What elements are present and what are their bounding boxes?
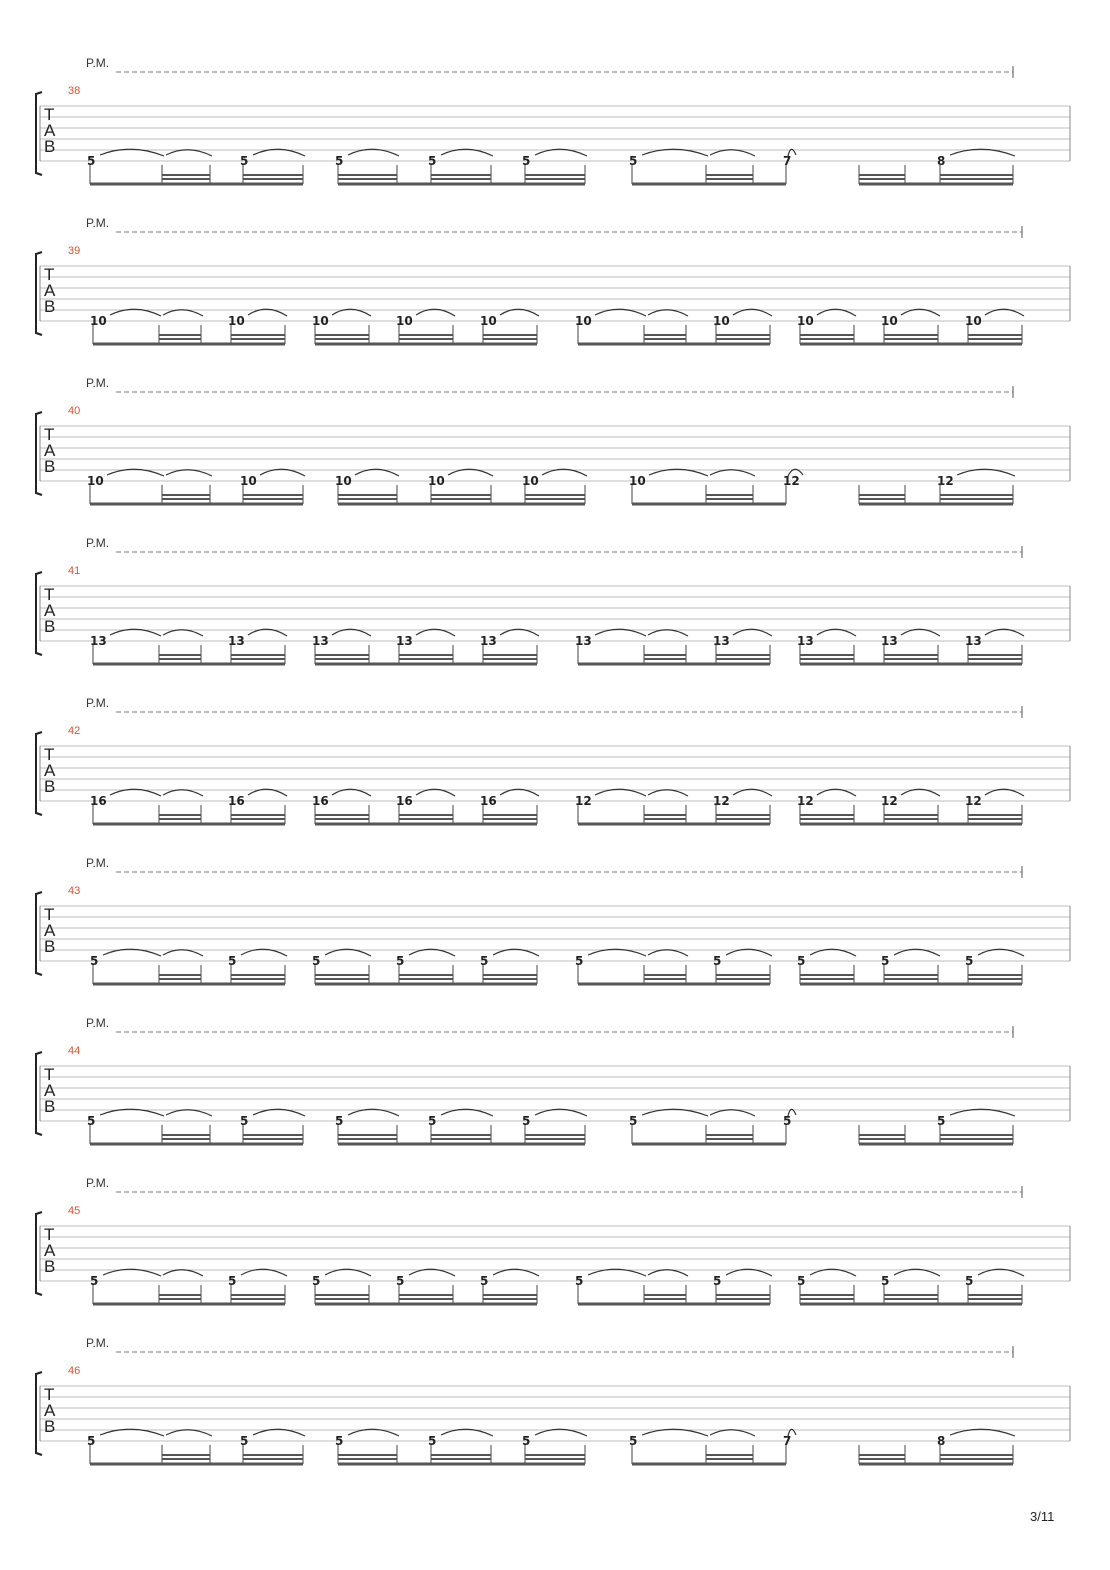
tab-clef-letter: T xyxy=(44,105,55,124)
system-bracket xyxy=(36,892,42,975)
fret-number: 5 xyxy=(629,1434,638,1448)
tie-arc xyxy=(648,950,688,956)
fret-number: 10 xyxy=(90,314,107,328)
measure-number: 44 xyxy=(68,1045,81,1057)
tie-arc xyxy=(710,470,755,476)
fret-number: 5 xyxy=(312,954,321,968)
tab-system-43 xyxy=(36,856,1070,984)
tie-arc xyxy=(648,790,688,796)
fret-number: 16 xyxy=(312,794,329,808)
tab-clef-letter: A xyxy=(44,441,56,460)
fret-number: 5 xyxy=(396,1274,405,1288)
measure-number: 45 xyxy=(68,1205,81,1217)
fret-number: 16 xyxy=(480,794,497,808)
tie-arc xyxy=(710,1110,755,1116)
fret-number: 5 xyxy=(881,1274,890,1288)
tab-clef-letter: B xyxy=(44,137,56,156)
fret-number: 5 xyxy=(428,1114,437,1128)
fret-number: 16 xyxy=(228,794,245,808)
fret-number: 5 xyxy=(335,1114,344,1128)
fret-number: 5 xyxy=(240,154,249,168)
fret-number: 13 xyxy=(881,634,898,648)
tab-clef-letter: T xyxy=(44,265,55,284)
fret-number: 5 xyxy=(522,1114,531,1128)
measure-number: 40 xyxy=(68,405,81,417)
fret-number: 5 xyxy=(87,154,96,168)
fret-number: 10 xyxy=(480,314,497,328)
tab-clef-letter: A xyxy=(44,1241,56,1260)
fret-number: 10 xyxy=(522,474,539,488)
tab-system-46 xyxy=(36,1336,1070,1464)
tab-clef-letter: T xyxy=(44,1385,55,1404)
tab-clef-letter: B xyxy=(44,1257,56,1276)
tie-arc xyxy=(166,150,212,156)
palm-mute-label: P.M. xyxy=(86,216,110,230)
fret-number: 5 xyxy=(783,1114,792,1128)
tie-arc xyxy=(163,950,203,956)
fret-number: 13 xyxy=(480,634,497,648)
tie-arc xyxy=(166,1430,212,1436)
system-bracket xyxy=(36,1372,42,1455)
fret-number: 5 xyxy=(937,1114,946,1128)
tab-clef-letter: B xyxy=(44,937,56,956)
tie-arc xyxy=(710,150,755,156)
fret-number: 5 xyxy=(797,1274,806,1288)
tab-clef-letter: B xyxy=(44,617,56,636)
fret-number: 10 xyxy=(881,314,898,328)
tab-clef-letter: A xyxy=(44,761,56,780)
measure-number: 46 xyxy=(68,1365,81,1377)
fret-number: 12 xyxy=(783,474,800,488)
fret-number: 5 xyxy=(480,954,489,968)
tab-clef-letter: A xyxy=(44,1081,56,1100)
fret-number: 5 xyxy=(87,1114,96,1128)
tie-arc xyxy=(648,310,688,316)
fret-number: 5 xyxy=(713,1274,722,1288)
tab-clef-letter: B xyxy=(44,297,56,316)
tie-arc xyxy=(648,1270,688,1276)
tie-arc xyxy=(166,470,212,476)
fret-number: 10 xyxy=(629,474,646,488)
palm-mute-label: P.M. xyxy=(86,1336,110,1350)
fret-number: 10 xyxy=(713,314,730,328)
tab-clef-letter: A xyxy=(44,121,56,140)
palm-mute-label: P.M. xyxy=(86,1176,110,1190)
fret-number: 5 xyxy=(428,154,437,168)
fret-number: 12 xyxy=(713,794,730,808)
measure-number: 43 xyxy=(68,885,81,897)
fret-number: 16 xyxy=(396,794,413,808)
system-bracket xyxy=(36,252,42,335)
tab-clef-letter: B xyxy=(44,1417,56,1436)
fret-number: 7 xyxy=(783,1434,792,1448)
tab-system-38 xyxy=(36,56,1070,184)
fret-number: 13 xyxy=(713,634,730,648)
tab-clef-letter: T xyxy=(44,745,55,764)
fret-number: 10 xyxy=(797,314,814,328)
tab-clef-letter: B xyxy=(44,777,56,796)
tie-arc xyxy=(166,1110,212,1116)
measure-number: 38 xyxy=(68,85,81,97)
tab-clef-letter: T xyxy=(44,905,55,924)
tie-arc xyxy=(163,310,203,316)
system-bracket xyxy=(36,572,42,655)
tie-arc xyxy=(163,1270,203,1276)
palm-mute-label: P.M. xyxy=(86,56,110,70)
fret-number: 5 xyxy=(575,1274,584,1288)
fret-number: 13 xyxy=(228,634,245,648)
fret-number: 13 xyxy=(312,634,329,648)
fret-number: 10 xyxy=(396,314,413,328)
fret-number: 5 xyxy=(797,954,806,968)
fret-number: 10 xyxy=(965,314,982,328)
fret-number: 5 xyxy=(480,1274,489,1288)
tab-system-40 xyxy=(36,376,1070,504)
measure-number: 42 xyxy=(68,725,81,737)
system-bracket xyxy=(36,92,42,175)
tab-system-41 xyxy=(36,536,1070,664)
fret-number: 16 xyxy=(90,794,107,808)
tab-clef-letter: T xyxy=(44,585,55,604)
palm-mute-label: P.M. xyxy=(86,536,110,550)
tab-clef-letter: T xyxy=(44,425,55,444)
fret-number: 5 xyxy=(629,154,638,168)
fret-number: 5 xyxy=(228,1274,237,1288)
fret-number: 10 xyxy=(87,474,104,488)
fret-number: 12 xyxy=(965,794,982,808)
fret-number: 10 xyxy=(240,474,257,488)
tie-arc xyxy=(163,630,203,636)
fret-number: 10 xyxy=(335,474,352,488)
tab-clef-letter: A xyxy=(44,921,56,940)
fret-number: 13 xyxy=(797,634,814,648)
fret-number: 10 xyxy=(428,474,445,488)
tie-arc xyxy=(163,790,203,796)
fret-number: 5 xyxy=(965,954,974,968)
fret-number: 5 xyxy=(713,954,722,968)
fret-number: 5 xyxy=(240,1114,249,1128)
fret-number: 5 xyxy=(240,1434,249,1448)
page-number: 3/11 xyxy=(1030,1509,1055,1524)
fret-number: 5 xyxy=(335,1434,344,1448)
fret-number: 8 xyxy=(937,154,946,168)
tab-clef-letter: A xyxy=(44,601,56,620)
fret-number: 5 xyxy=(575,954,584,968)
fret-number: 5 xyxy=(428,1434,437,1448)
tie-arc xyxy=(648,630,688,636)
measure-number: 39 xyxy=(68,245,81,257)
fret-number: 5 xyxy=(90,1274,99,1288)
fret-number: 5 xyxy=(228,954,237,968)
fret-number: 5 xyxy=(396,954,405,968)
fret-number: 12 xyxy=(881,794,898,808)
fret-number: 5 xyxy=(335,154,344,168)
fret-number: 8 xyxy=(937,1434,946,1448)
fret-number: 5 xyxy=(629,1114,638,1128)
measure-number: 41 xyxy=(68,565,81,577)
system-bracket xyxy=(36,732,42,815)
tab-clef-letter: T xyxy=(44,1225,55,1244)
tab-system-45 xyxy=(36,1176,1070,1304)
fret-number: 13 xyxy=(396,634,413,648)
fret-number: 5 xyxy=(881,954,890,968)
fret-number: 12 xyxy=(575,794,592,808)
tab-system-42 xyxy=(36,696,1070,824)
palm-mute-label: P.M. xyxy=(86,376,110,390)
fret-number: 13 xyxy=(90,634,107,648)
system-bracket xyxy=(36,1212,42,1295)
tab-clef-letter: T xyxy=(44,1065,55,1084)
tab-clef-letter: B xyxy=(44,1097,56,1116)
palm-mute-label: P.M. xyxy=(86,696,110,710)
fret-number: 10 xyxy=(312,314,329,328)
fret-number: 5 xyxy=(87,1434,96,1448)
fret-number: 5 xyxy=(312,1274,321,1288)
fret-number: 12 xyxy=(797,794,814,808)
fret-number: 13 xyxy=(965,634,982,648)
fret-number: 5 xyxy=(90,954,99,968)
system-bracket xyxy=(36,412,42,495)
fret-number: 13 xyxy=(575,634,592,648)
fret-number: 5 xyxy=(965,1274,974,1288)
tie-arc xyxy=(710,1430,755,1436)
fret-number: 10 xyxy=(228,314,245,328)
fret-number: 12 xyxy=(937,474,954,488)
fret-number: 7 xyxy=(783,154,792,168)
tab-system-39 xyxy=(36,216,1070,344)
system-bracket xyxy=(36,1052,42,1135)
tab-clef-letter: A xyxy=(44,1401,56,1420)
tab-system-44 xyxy=(36,1016,1070,1144)
tab-clef-letter: A xyxy=(44,281,56,300)
fret-number: 5 xyxy=(522,1434,531,1448)
fret-number: 5 xyxy=(522,154,531,168)
palm-mute-label: P.M. xyxy=(86,1016,110,1030)
tab-clef-letter: B xyxy=(44,457,56,476)
palm-mute-label: P.M. xyxy=(86,856,110,870)
fret-number: 10 xyxy=(575,314,592,328)
